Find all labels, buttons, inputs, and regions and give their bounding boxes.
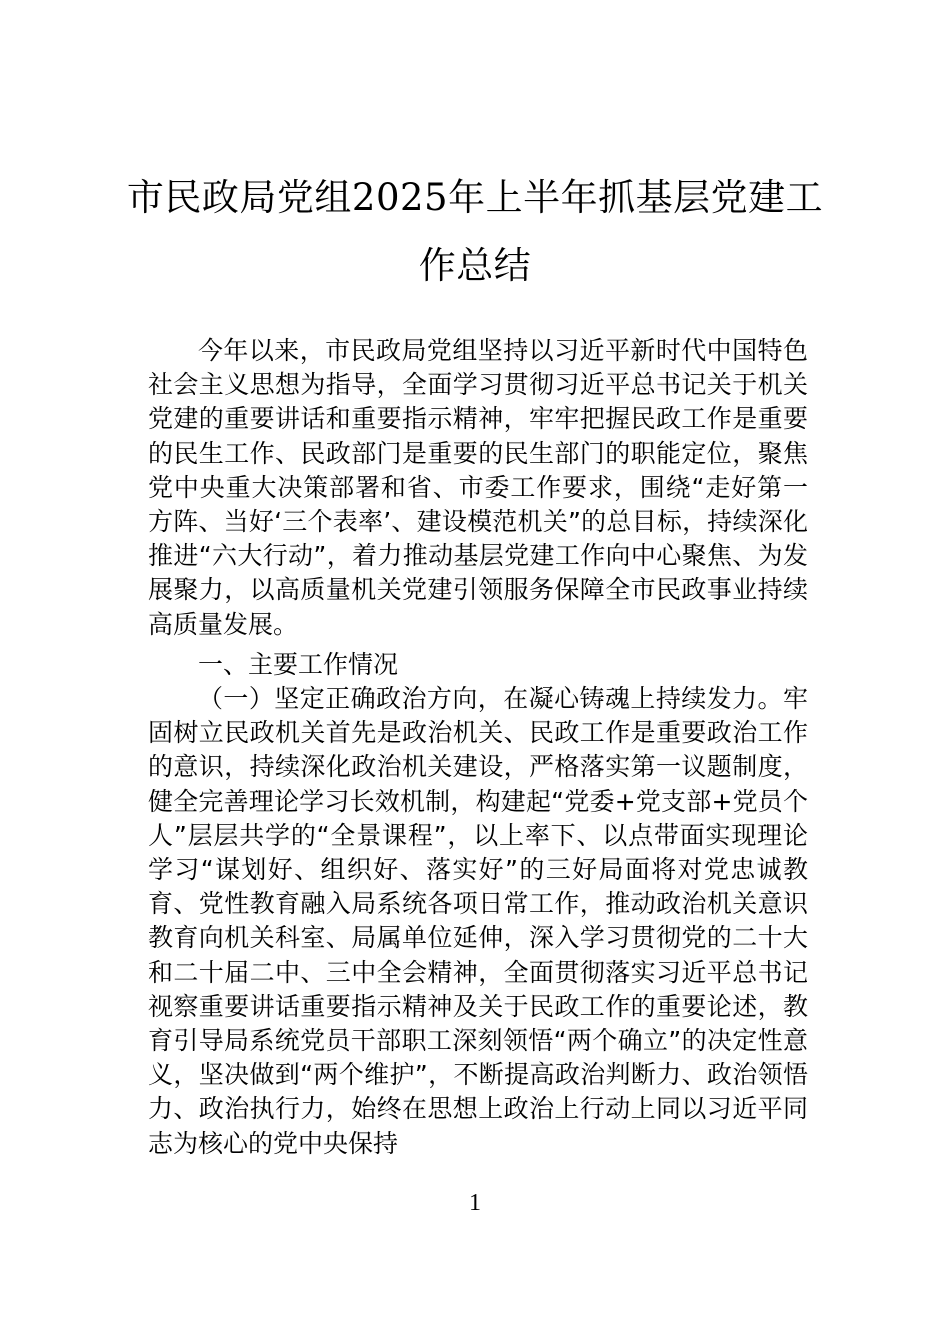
page-number: 1: [469, 1190, 481, 1216]
intro-paragraph: 今年以来，市民政局党组坚持以习近平新时代中国特色社会主义思想为指导，全面学习贯彻习近平总书记关于机关党建的重要讲话和重要指示精神，牢牢把握民政工作是重要的民生工作、民政部门是重要的民生部门的职能定位，聚焦党中央重大决策部署和省、市委工作要求，围绕“走好第一方阵、当好‘三个表率’、建设模范机关”的总目标，持续深化推进“六大行动”，着力推动基层党建工作向中心聚焦、为发展聚力，以高质量机关党建引领服务保障全市民政事业持续高质量发展。: [148, 336, 808, 639]
section-heading: 一、主要工作情况: [198, 650, 399, 679]
document-title-line-1: 市民政局党组2025年上半年抓基层党建工: [126, 176, 824, 219]
document-title-line-2: 作总结: [418, 244, 532, 287]
body-paragraph: （一）坚定正确政治方向，在凝心铸魂上持续发力。牢固树立民政机关首先是政治机关、民政工作是重要政治工作的意识，持续深化政治机关建设，严格落实第一议题制度，健全完善理论学习长效机制，构建起“党委+党支部+党员个人”层层共学的“全景课程”，以上率下、以点带面实现理论学习“谋划好、组织好、落实好”的三好局面将对党忠诚教育、党性教育融入局系统各项日常工作，推动政治机关意识教育向机关科室、局属单位延伸，深入学习贯彻党的二十大和二十届二中、三中全会精神，全面贯彻落实习近平总书记视察重要讲话重要指示精神及关于民政工作的重要论述，教育引导局系统党员干部职工深刻领悟“两个确立”的决定性意义，坚决做到“两个维护”，不断提高政治判断力、政治领悟力、政治执行力，始终在思想上政治上行动上同以习近平同志为核心的党中央保持: [148, 684, 808, 1158]
